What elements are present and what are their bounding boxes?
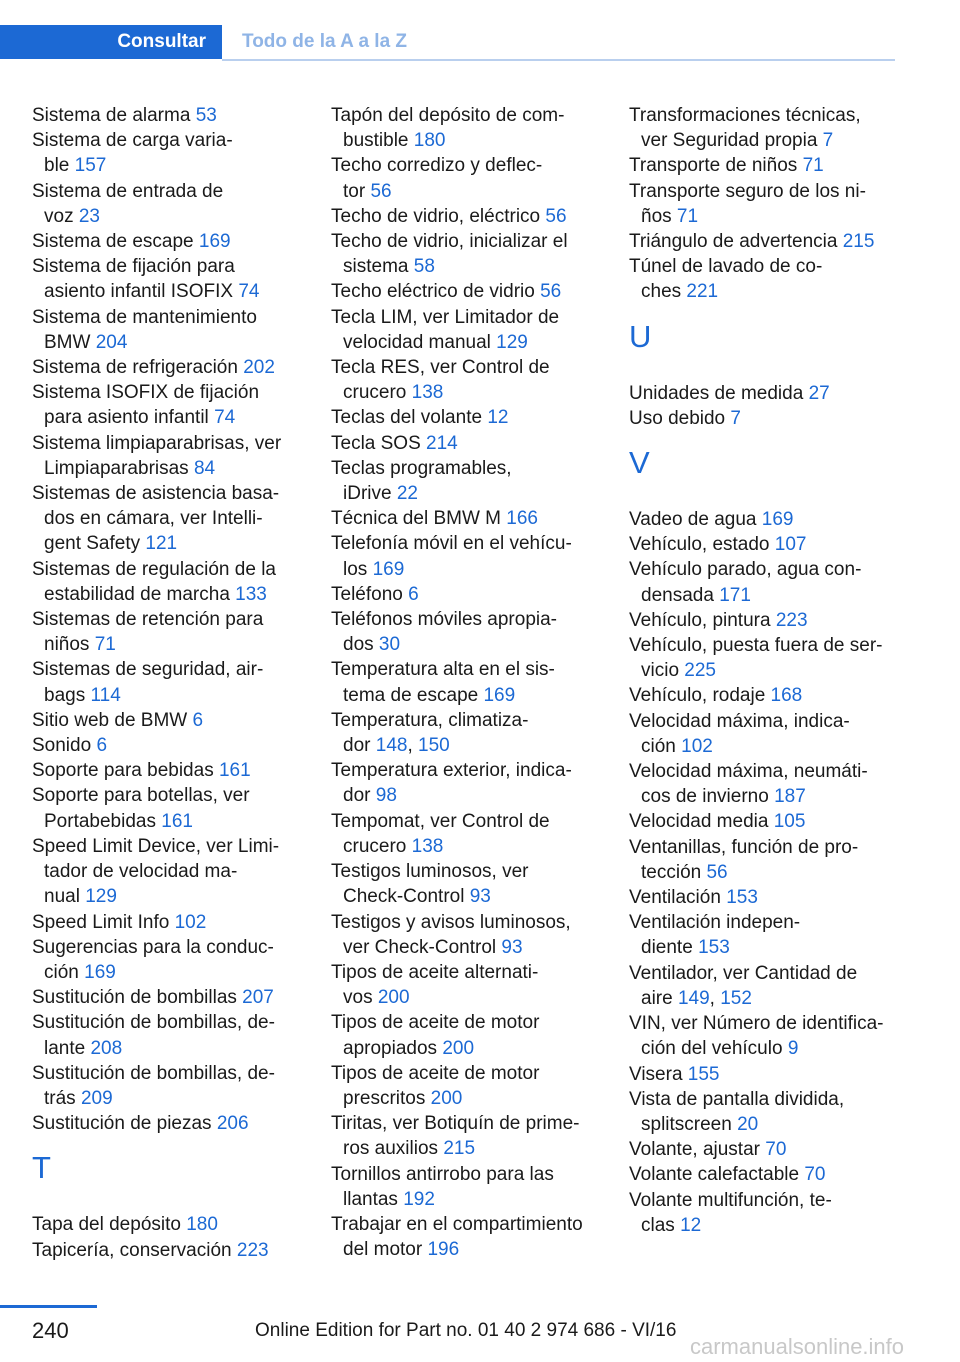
index-term: Sugerencias para la conduc- ción (32, 936, 274, 983)
index-term: Techo de vidrio, eléctrico (331, 205, 541, 227)
index-term: Speed Limit Device, ver Limi- tador de velocidad ma- nual (32, 835, 280, 908)
page-link[interactable]: 207 (242, 987, 274, 1009)
watermark: carmanualsonline.info (690, 1334, 905, 1359)
index-term: Sistema de escape (32, 231, 194, 253)
index-entry (331, 607, 599, 657)
index-term: Transporte de niños (629, 155, 798, 177)
page-link[interactable]: 208 (90, 1037, 123, 1059)
index-term: Sustitución de bombillas, de- lante (32, 1012, 275, 1059)
index-term: Sistemas de asistencia basa- dos en cámara, ver Intelli- gent Safety (32, 483, 280, 555)
index-term: Sistemas de seguridad, air- bags (32, 659, 264, 706)
index-entry (32, 380, 300, 430)
page-link[interactable]: 200 (442, 1037, 475, 1059)
index-term: Testigos luminosos, ver Check-Control (331, 861, 529, 908)
index-entry: Ventilador, ver Cantidad de aire 149, 152 (629, 962, 858, 1009)
page-link[interactable]: 93 (469, 886, 491, 908)
page-link[interactable]: 71 (676, 205, 699, 227)
index-term: Transformaciones técnicas, ver Seguridad propia (629, 105, 861, 152)
page-link[interactable]: 58 (413, 256, 435, 278)
index-term: Triángulo de advertencia (629, 231, 838, 253)
index-entry (32, 305, 300, 355)
index-entry (331, 1162, 599, 1212)
index-entry (331, 229, 599, 279)
page-link[interactable]: 155 (687, 1063, 720, 1085)
index-entry (629, 103, 897, 153)
index-term: Tapón del depósito de com- bustible (331, 105, 565, 152)
index-term: VIN, ver Número de identifica- ción del vehículo (629, 1013, 884, 1060)
index-entry (32, 1238, 300, 1263)
index-term: Técnica del BMW M (331, 508, 501, 530)
index-term: Sonido (32, 735, 92, 757)
index-term: Tecla LIM, ver Limitador de velocidad manual (331, 306, 560, 353)
index-term: Sitio web de BMW (32, 709, 188, 731)
index-entry (32, 481, 300, 557)
index-entry (331, 305, 599, 355)
page-link[interactable]: 102 (681, 735, 713, 757)
page-link[interactable]: 12 (487, 407, 509, 429)
index-entry (629, 507, 897, 532)
index-column-3 (629, 103, 897, 1238)
index-term: Sistema de entrada de voz (32, 180, 224, 227)
index-entry (32, 103, 300, 128)
index-entry (331, 960, 599, 1010)
index-term: Ventilación (629, 887, 721, 909)
index-term: Techo eléctrico de vidrio (331, 281, 535, 303)
section-letter: U (629, 318, 652, 354)
page-link[interactable]: 9 (787, 1038, 799, 1060)
index-term: Temperatura alta en el sis- tema de escape (331, 659, 555, 706)
index-term: Vehículo, pintura (629, 609, 771, 631)
index-entry (629, 1162, 897, 1187)
page-link[interactable]: 215 (443, 1138, 476, 1160)
index-entry (32, 229, 300, 254)
index-term: Volante calefactable (629, 1164, 800, 1186)
section-letter: V (629, 445, 650, 481)
index-term: Volante, ajustar (629, 1139, 760, 1161)
index-column-2 (331, 103, 599, 1262)
header (0, 25, 895, 63)
index-term: Tiritas, ver Botiquín de prime- ros auxilios (331, 1113, 580, 1160)
index-entry (629, 254, 897, 304)
page-link[interactable]: 12 (680, 1214, 702, 1236)
page-link[interactable]: 6 (408, 583, 419, 605)
index-term: Sistema ISOFIX de fijación para asiento infantil (32, 382, 260, 429)
index-entry (629, 835, 897, 885)
index-entry (331, 910, 599, 960)
page-link[interactable]: 169 (483, 684, 516, 706)
page-link[interactable]: 150 (418, 735, 450, 757)
index-term: Temperatura, climatiza- dor (331, 709, 529, 757)
page-link[interactable]: 74 (214, 407, 236, 429)
page-link[interactable]: 71 (94, 634, 116, 656)
page-link[interactable]: 225 (684, 660, 716, 682)
index-entry (32, 733, 300, 758)
index-term: Sistema de alarma (32, 105, 191, 126)
index-term: Vista de pantalla dividida, splitscreen (629, 1088, 845, 1135)
index-entry (32, 355, 300, 380)
page-link[interactable]: 206 (216, 1113, 249, 1135)
index-term: Teléfono (331, 583, 403, 605)
page-link[interactable]: 56 (706, 861, 728, 883)
index-term: Soporte para bebidas (32, 760, 214, 782)
page-link[interactable]: 171 (719, 584, 751, 606)
index-term: Teléfonos móviles apropia- dos (331, 609, 558, 656)
page-link[interactable]: 74 (238, 281, 260, 303)
index-term: Ventilador, ver Cantidad de aire (629, 962, 858, 1009)
index-term: Vehículo, puesta fuera de ser- vicio (629, 635, 883, 682)
index-entry (331, 153, 599, 203)
index-entry (629, 1011, 897, 1061)
index-term: Velocidad media (629, 811, 769, 833)
index-entry (629, 809, 897, 834)
index-term: Sistema limpiaparabrisas, ver Limpiaparabrisas (32, 432, 282, 479)
index-entry (629, 381, 897, 406)
page-link[interactable]: 93 (501, 936, 523, 958)
section-letter: T (32, 1150, 51, 1186)
index-entry (32, 985, 300, 1010)
page-link[interactable]: 196 (427, 1239, 460, 1261)
page-link[interactable]: 202 (243, 357, 275, 379)
index-entry (32, 657, 300, 707)
page-link[interactable]: 169 (761, 509, 794, 531)
index-entry (32, 1212, 300, 1237)
page-link[interactable]: 56 (545, 205, 567, 227)
page-link[interactable]: 98 (375, 785, 397, 807)
page-link[interactable]: 107 (774, 534, 807, 556)
index-term: Velocidad máxima, indica- ción (629, 710, 850, 757)
index-term: Velocidad máxima, neumáti- cos de invierno (629, 761, 868, 808)
index-entry (32, 128, 300, 178)
index-entry (629, 557, 897, 607)
index-entry (32, 758, 300, 783)
index-entry (331, 456, 599, 506)
index-entry (32, 254, 300, 304)
index-entry (629, 683, 897, 708)
index-term: Vehículo, estado (629, 534, 770, 556)
page-link[interactable]: 148 (375, 735, 408, 757)
page-link[interactable]: 161 (218, 760, 251, 782)
index-term: Techo de vidrio, inicializar el sistema (331, 231, 568, 278)
index-term: Speed Limit Info (32, 911, 170, 933)
index-entry (32, 834, 300, 910)
index-term: Tempomat, ver Control de crucero (331, 810, 550, 857)
index-term: Sustitución de bombillas (32, 987, 237, 1009)
page-link[interactable]: 161 (161, 810, 193, 832)
index-term: Unidades de medida (629, 382, 804, 404)
index-entry (331, 279, 599, 304)
page-link[interactable]: 204 (95, 331, 128, 353)
page-link[interactable]: 223 (775, 609, 808, 631)
index-term: Vadeo de agua (629, 509, 757, 531)
page-link[interactable]: 209 (80, 1087, 113, 1109)
index-term: Tecla RES, ver Control de crucero (331, 357, 550, 404)
page-link[interactable]: 200 (430, 1087, 463, 1109)
index-term: Tipos de aceite de motor apropiados (331, 1012, 540, 1059)
page-link[interactable]: 7 (730, 407, 741, 429)
index-term: Tecla SOS (331, 432, 421, 454)
page-link[interactable]: 53 (195, 105, 217, 126)
index-entry (629, 179, 897, 229)
index-entry (629, 532, 897, 557)
index-term: Tornillos antirrobo para las llantas (331, 1163, 554, 1210)
index-column-1 (32, 103, 300, 1263)
index-entry (331, 355, 599, 405)
page-link[interactable]: 7 (822, 130, 834, 152)
index-entry (629, 633, 897, 683)
page-link[interactable]: 70 (804, 1164, 826, 1186)
index-entry (629, 1087, 897, 1137)
page-link[interactable]: 23 (78, 205, 100, 227)
page-link[interactable]: 133 (235, 583, 267, 605)
page-link[interactable]: 22 (396, 483, 418, 505)
page-link[interactable]: 56 (540, 281, 562, 303)
index-entry (331, 657, 599, 707)
index-term: Sistema de refrigeración (32, 357, 238, 379)
index-term: Teclas programables, iDrive (331, 457, 512, 505)
page-link[interactable]: 152 (720, 987, 752, 1009)
index-term: Tipos de aceite de motor prescritos (331, 1062, 540, 1109)
index-term: Volante multifunción, te- clas (629, 1189, 832, 1236)
index-term: Teclas del volante (331, 407, 483, 429)
index-entry (629, 1062, 897, 1087)
page-link[interactable]: 180 (413, 130, 446, 152)
index-entry (629, 885, 897, 910)
page-link[interactable]: 70 (765, 1139, 787, 1161)
index-entry (629, 153, 897, 178)
index-entry (32, 1061, 300, 1111)
index-entry (331, 582, 599, 607)
index-entry (331, 758, 599, 808)
index-entry (331, 1010, 599, 1060)
page-link[interactable]: 129 (85, 886, 117, 908)
index-term: Telefonía móvil en el vehícu- los (331, 533, 572, 580)
index-entry (331, 103, 599, 153)
index-term: Vehículo parado, agua con- densada (629, 559, 862, 606)
index-term: Vehículo, rodaje (629, 685, 766, 707)
index-term: Techo corredizo y deflec- tor (331, 155, 543, 202)
page-link[interactable]: 149 (677, 987, 710, 1009)
page-link[interactable]: 180 (186, 1214, 218, 1236)
index-entry (331, 1061, 599, 1111)
page-number: 240 (32, 1318, 69, 1343)
page-link[interactable]: 102 (174, 911, 207, 933)
index-entry (32, 557, 300, 607)
page-link[interactable]: 105 (773, 811, 806, 833)
page-link[interactable]: 84 (193, 457, 216, 479)
page-link[interactable]: 169 (372, 558, 405, 580)
index-term: Soporte para botellas, ver Portabebidas (32, 785, 250, 832)
index-entry (331, 1212, 599, 1262)
tab-consultar[interactable]: Consultar (0, 25, 222, 59)
page-link[interactable]: 56 (370, 180, 392, 202)
index-term: Trabajar en el compartimiento del motor (331, 1213, 583, 1261)
index-entry (629, 1188, 897, 1238)
page-link[interactable]: 27 (808, 382, 830, 404)
index-entry (331, 506, 599, 531)
index-term: Sistema de fijación para asiento infantil ISOFIX (32, 256, 235, 303)
index-term: Sustitución de bombillas, de- trás (32, 1062, 275, 1109)
index-entry (32, 1010, 300, 1060)
index-term: Ventanillas, función de pro- tección (629, 836, 859, 883)
index-term: Túnel de lavado de co- ches (629, 256, 823, 303)
index-term: Ventilación indepen- diente (629, 912, 801, 959)
page-link[interactable]: 187 (774, 786, 806, 808)
index-entry (331, 405, 599, 430)
page-link[interactable]: 166 (506, 508, 538, 530)
index-entry (32, 708, 300, 733)
index-entry (32, 179, 300, 229)
index-entry (331, 531, 599, 581)
header-divider (222, 59, 895, 61)
index-entry (331, 809, 599, 859)
index-term: Sistema de carga varia- ble (32, 130, 233, 177)
index-entry (629, 229, 897, 254)
page-link[interactable]: 157 (74, 155, 107, 177)
index-term: Tipos de aceite alternati- vos (331, 961, 539, 1009)
page-link[interactable]: 223 (236, 1239, 269, 1261)
index-entry (32, 431, 300, 481)
page-link[interactable]: 138 (411, 835, 444, 857)
index-entry (32, 910, 300, 935)
page-link[interactable]: 20 (737, 1113, 759, 1135)
index-entry (331, 204, 599, 229)
page-link[interactable]: 138 (411, 382, 444, 404)
index-entry (32, 783, 300, 833)
index-term: Transporte seguro de los ni- ños (629, 180, 866, 227)
index-entry (629, 1137, 897, 1162)
page-link[interactable]: 71 (802, 155, 824, 177)
index-term: Uso debido (629, 407, 726, 429)
page-link[interactable]: 200 (377, 987, 410, 1009)
page-link[interactable]: 6 (192, 709, 204, 731)
index-term: Visera (629, 1063, 683, 1085)
page-link[interactable]: 168 (770, 685, 803, 707)
page-link[interactable]: 6 (96, 735, 108, 757)
index-entry (629, 709, 897, 759)
index-entry (331, 859, 599, 909)
page-link[interactable]: 214 (426, 432, 458, 454)
index-entry (629, 910, 897, 960)
index-entry (32, 607, 300, 657)
page-link[interactable]: 129 (496, 331, 528, 353)
index-term: Sustitución de piezas (32, 1113, 212, 1135)
footer-accent-line (0, 1305, 97, 1308)
index-entry (32, 935, 300, 985)
index-entry (331, 1111, 599, 1161)
index-term: Tapicería, conservación (32, 1239, 232, 1261)
index-entry (331, 431, 599, 456)
page-link[interactable]: 121 (145, 533, 178, 555)
index-entry (629, 406, 897, 431)
index-term: Sistemas de regulación de la estabilidad de marcha (32, 558, 276, 605)
page-link[interactable]: 169 (84, 961, 116, 983)
index-entry (629, 759, 897, 809)
page-link[interactable]: 114 (90, 684, 121, 706)
index-term: Testigos y avisos luminosos, ver Check-Control (331, 911, 571, 958)
tab-todo-a-z[interactable]: Todo de la A a la Z (242, 31, 408, 52)
index-term: Sistemas de retención para niños (32, 609, 264, 656)
page-link[interactable]: 30 (378, 634, 401, 656)
edition-note: Online Edition for Part no. 01 40 2 974 686 - VI/16 (255, 1320, 677, 1341)
index-term: Sistema de mantenimiento BMW (32, 306, 257, 353)
page-link[interactable]: 192 (403, 1188, 435, 1210)
index-entry (629, 608, 897, 633)
page-link[interactable]: 169 (198, 231, 231, 253)
page-link[interactable]: 215 (842, 231, 875, 253)
index-entry: Temperatura, climatiza- dor 148, 150 (331, 709, 529, 757)
page-link[interactable]: 221 (686, 281, 719, 303)
page-link[interactable]: 153 (698, 937, 730, 959)
index-term: Temperatura exterior, indica- dor (331, 760, 572, 807)
index-entry (32, 1111, 300, 1136)
index-term: Tapa del depósito (32, 1214, 181, 1236)
page-link[interactable]: 153 (726, 887, 758, 909)
